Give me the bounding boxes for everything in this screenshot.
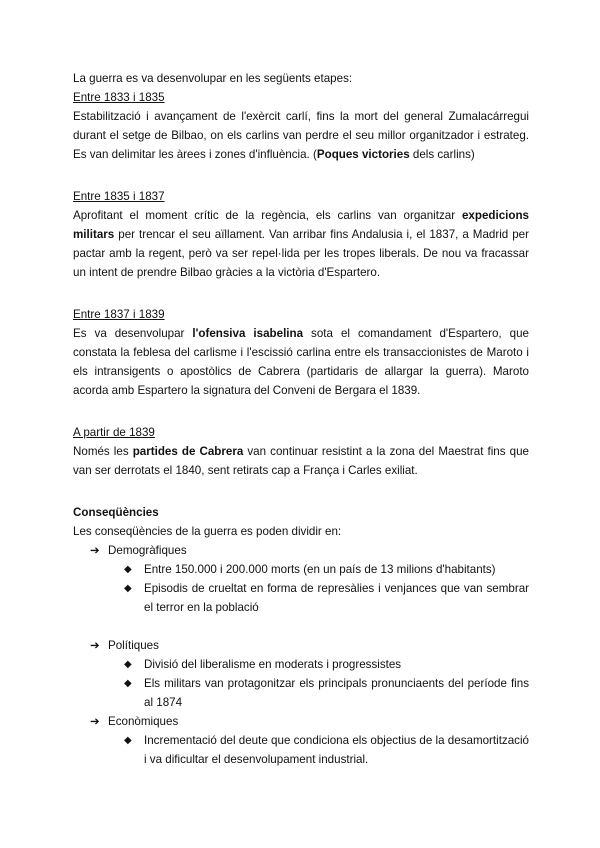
text-run: dels carlins)	[409, 148, 475, 161]
bold-run: expedicions militars	[73, 209, 529, 241]
text-run: per trencar el seu aïllament. Van arribar fins Andalusia i, el 1837, a Madrid per pactar amb la regent, però va ser repel·lida per les tropes liberals. De nou va fracassar un intent de prendre Bilbao gràcies a la victòria d'Espartero.	[73, 228, 529, 279]
arrow-icon: ➔	[90, 544, 100, 557]
section-body	[73, 206, 529, 282]
list-text: Entre 150.000 i 200.000 morts (en un país de 13 milions d'habitants)	[144, 563, 496, 576]
section-body	[73, 442, 529, 480]
consequences-intro: Les conseqüències de la guerra es poden dividir en:	[73, 525, 342, 538]
list-item	[73, 579, 529, 617]
list-item	[73, 541, 529, 560]
text-run: sota el comandament d'Espartero, que constata la feblesa del carlisme i l'escissió carlina entre els transaccionistes de Maroto i els intransigents o apostòlics de Cabrera (partidaris de allargar la guerra). Maroto acorda amb Espartero la signatura del Conveni de Bergara el 1839.	[73, 327, 529, 397]
section-title: Entre 1837 i 1839	[73, 308, 165, 321]
text-run: Aprofitant el moment crític de la regència, els carlins van organitzar	[73, 209, 462, 222]
section-title: A partir de 1839	[73, 426, 155, 439]
text-run: van continuar resistint a la zona del Maestrat fins que van ser derrotats el 1840, sent retirats cap a França i Carles exiliat.	[73, 445, 529, 477]
section-title: Entre 1835 i 1837	[73, 190, 165, 203]
arrow-icon: ➔	[90, 639, 100, 652]
diamond-bullet-icon: ◆	[124, 678, 132, 689]
list-item	[73, 712, 529, 731]
text-run: Només les	[73, 445, 133, 458]
section-body	[73, 324, 529, 400]
list-text: Incrementació del deute que condiciona els objectius de la desamortització i va dificultar el desenvolupament industrial.	[144, 734, 529, 766]
bold-run: partides de Cabrera	[132, 445, 244, 458]
text-run: Es va desenvolupar	[73, 327, 193, 340]
list-text: Divisió del liberalisme en moderats i progressistes	[144, 658, 402, 671]
section-title: Entre 1833 i 1835	[73, 91, 165, 104]
list-item	[73, 655, 529, 674]
bold-run: l'ofensiva isabelina	[192, 327, 304, 340]
list-item	[73, 674, 529, 712]
diamond-bullet-icon: ◆	[124, 735, 132, 746]
list-label: Polítiques	[108, 639, 159, 652]
arrow-icon: ➔	[90, 715, 100, 728]
section-body	[73, 107, 529, 164]
list-item	[73, 636, 529, 655]
list-item	[73, 560, 529, 579]
diamond-bullet-icon: ◆	[124, 659, 132, 670]
list-text: Episodis de crueltat en forma de represàlies i venjances que van sembrar el terror en la població	[144, 582, 529, 614]
list-label: Econòmiques	[108, 715, 179, 728]
list-label: Demogràfiques	[108, 544, 187, 557]
text-run: Estabilització i avançament de l'exèrcit carlí, fins la mort del general Zumalacárregui durant el setge de Bilbao, on els carlins van perdre el seu millor organitzador i estrateg. Es van delimitar les àrees i zones d'influència. (	[73, 110, 529, 161]
consequences-heading: Conseqüències	[73, 506, 159, 519]
list-text: Els militars van protagonitzar els principals pronunciaents del període fins al 1874	[144, 677, 529, 709]
document-page	[73, 69, 529, 769]
diamond-bullet-icon: ◆	[124, 564, 132, 575]
list-item	[73, 731, 529, 769]
diamond-bullet-icon: ◆	[124, 583, 132, 594]
intro-text: La guerra es va desenvolupar en les següents etapes:	[73, 72, 353, 85]
bold-run: Poques victories	[316, 148, 410, 161]
